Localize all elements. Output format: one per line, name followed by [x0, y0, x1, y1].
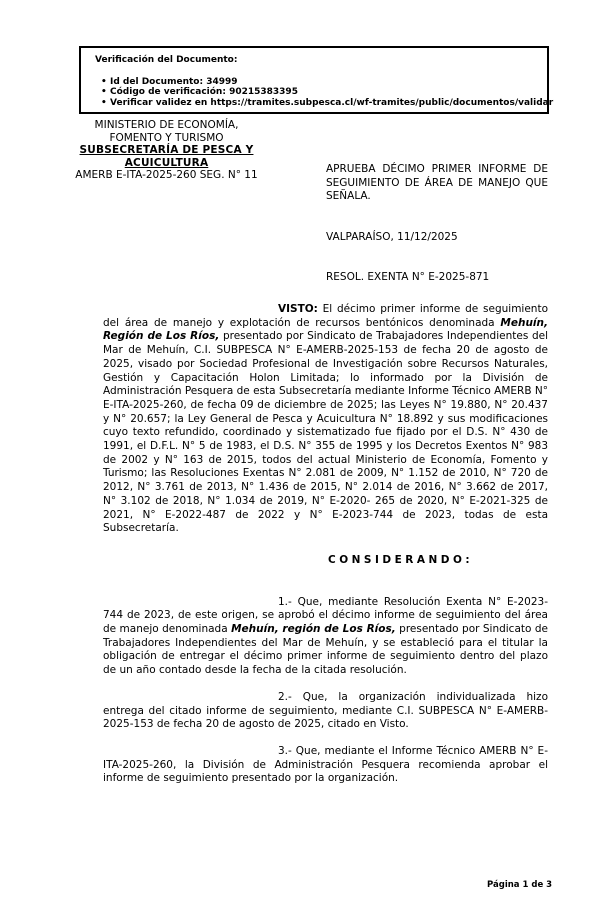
verification-item-code: • Código de verificación: 90215383395: [101, 87, 537, 97]
considerando-heading: CONSIDERANDO:: [328, 553, 474, 566]
considerando-item-1: [103, 596, 548, 678]
verification-list: [95, 77, 554, 108]
visto-label: VISTO:: [278, 303, 318, 315]
considerando-item-2: 2.- Que, la organización individualizada hizo entrega del citado informe de seguimiento, mediante C.I. SUBPESCA N° E-AMERB-2025-153 de fecha 20 de agosto de 2025, citado en Visto.: [103, 690, 548, 731]
verification-box: [79, 46, 554, 114]
ministry-name-line2: FOMENTO Y TURISMO: [109, 131, 224, 144]
resolution-title-block: [326, 163, 548, 285]
ministry-name-line1: MINISTERIO DE ECONOMÍA,: [94, 119, 239, 131]
considerando-1-text-before-emphasis: 1.- Que, mediante Resolución Exenta N° E-2023-744 de 2023, de este origen, se aprobó el décimo informe de seguimiento del área de manejo denominada: [103, 595, 548, 636]
considerando-1-area-name-emphasis: Mehuín, región de Los Ríos,: [231, 623, 396, 636]
place-and-date: VALPARAÍSO, 11/12/2025: [326, 230, 458, 243]
page-number: Página 1 de 3: [487, 880, 553, 890]
resolution-subject: APRUEBA DÉCIMO PRIMER INFORME DE SEGUIMIENTO DE ÁREA DE MANEJO QUE SEÑALA.: [326, 163, 548, 202]
document-body: [103, 303, 548, 799]
verification-item-url: • Verificar validez en https://tramites.subpesca.cl/wf-tramites/public/documentos/validar: [101, 98, 537, 108]
letterhead: [40, 119, 293, 182]
verification-item-document-id: • Id del Documento: 34999: [101, 77, 537, 87]
subsecretaria-title: SUBSECRETARÍA DE PESCA Y ACUICULTURA: [79, 144, 254, 169]
verification-title: Verificación del Documento:: [95, 55, 238, 65]
considerando-item-3: 3.- Que, mediante el Informe Técnico AMERB N° E-ITA-2025-260, la División de Administración Pesquera recomienda aprobar el informe de seguimiento presentado por la organización.: [103, 744, 548, 785]
visto-paragraph: [103, 303, 548, 536]
visto-text-before-emphasis: El décimo primer informe de seguimiento del área de manejo y explotación de recursos bentónicos denominada: [103, 303, 548, 329]
visto-area-name-emphasis: Mehuín, Región de Los Ríos,: [103, 316, 548, 343]
amerb-reference: AMERB E-ITA-2025-260 SEG. N° 11: [75, 169, 258, 182]
resolution-number: RESOL. EXENTA N° E-2025-871: [326, 271, 490, 283]
considerando-1-text-after-emphasis: presentado por Sindicato de Trabajadores Independientes del Mar de Mehuín, y se estableció para el titular la obligación de entregar el décimo primer informe de seguimiento dentro del plazo de un año contado desde la fecha de la citada resolución.: [103, 623, 548, 677]
visto-text-after-emphasis: presentado por Sindicato de Trabajadores Independientes del Mar de Mehuín, C.I. SUBPESCA N° E-AMERB-2025-153 de fecha 20 de agosto de 2025, visado por Sociedad Profesional de Investigación sobre Recursos Naturales, Gestión y Capacitación Holon Limitada; lo informado por la División de Administración Pesquera de esta Subsecretaría mediante Informe Técnico AMERB N° E-ITA-2025-260, de fecha 09 de diciembre de 2025; las Leyes N° 19.880, N° 20.437 y N° 20.657; la Ley General de Pesca y Acuicultura N° 18.892 y sus modificaciones cuyo texto refundido, coordinado y sistematizado fue fijado por el D.S. N° 430 de 1991, el D.F.L. N° 5 de 1983, el D.S. N° 355 de 1995 y los Decretos Exentos N° 983 de 2002 y N° 163 de 2015, todos del actual Ministerio de Economía, Fomento y Turismo; las Resoluciones Exentas N° 2.081 de 2009, N° 1.152 de 2010, N° 720 de 2012, N° 3.761 de 2013, N° 1.436 de 2015, N° 2.014 de 2016, N° 3.662 de 2017, N° 3.102 de 2018, N° 1.034 de 2019, N° E-2020- 265 de 2020, N° E-2021-325 de 2021, N° E-2022-487 de 2022 y N° E-2023-744 de 2023, todas de esta Subsecretaría.: [103, 330, 548, 535]
